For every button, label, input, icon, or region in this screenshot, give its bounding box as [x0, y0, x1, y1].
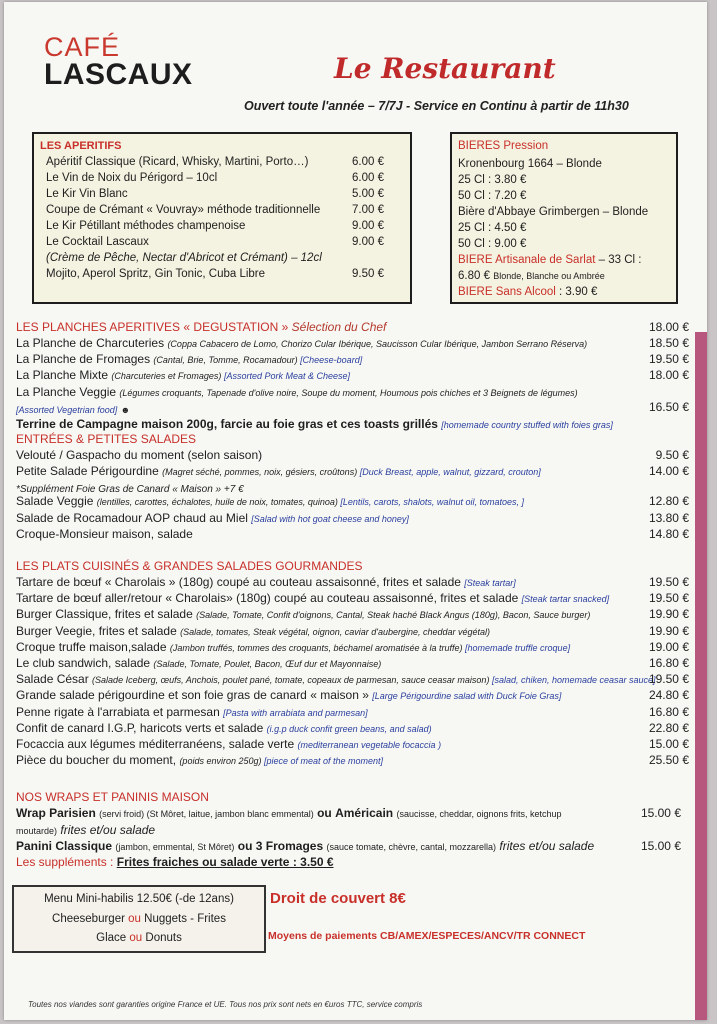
plat-name: Tartare de bœuf aller/retour « Charolais» (180g) coupé au couteau assaisonné, frites et salade [16, 591, 522, 606]
biere-artisanale [458, 254, 641, 266]
plat-detail: (Salade, tomates, Steak végétal, oignon, caviar d'aubergine, cheddar végétal) [180, 626, 491, 637]
biere-artisanale-price: 6.80 € [458, 270, 490, 282]
plat-name: Le club sandwich, salade [16, 656, 154, 670]
entree-row [16, 464, 541, 478]
planches-heading-text: LES PLANCHES APERITIVES « DEGUSTATION » [16, 320, 289, 334]
panini-row [16, 839, 594, 853]
wrap-price: 15.00 € [640, 806, 681, 820]
bieres-box [450, 132, 678, 304]
plat-name: Confit de canard I.G.P, haricots verts et salade [16, 720, 267, 735]
biere-line: 50 Cl : 9.00 € [458, 238, 527, 250]
wrap-line2-detail: moutarde) [16, 826, 58, 836]
supplements-row [16, 855, 334, 869]
biere-line: 50 Cl : 7.20 € [458, 190, 527, 202]
planche-row [16, 368, 350, 382]
plat-detail: (Salade, Tomate, Confit d'oignons, Cantal, Steak haché Black Angus (180g), Bacon, Sauce burger) [196, 610, 591, 621]
footer-note: Toutes nos viandes sont garanties origine France et UE. Tous nos prix sont nets en €uros TTC, service compris [28, 1000, 423, 1009]
entrees-heading: ENTRÉES & PETITES SALADES [16, 432, 197, 446]
aperitif-name: Le Cocktail Lascaux [46, 236, 149, 248]
panini-sides: frites et/ou salade [499, 839, 595, 853]
aperitif-price: 9.00 € [352, 220, 384, 232]
biere-artisanale-price-row [458, 270, 605, 282]
aperitif-price: 9.50 € [352, 268, 384, 280]
aperitifs-heading: LES APERITIFS [40, 140, 122, 152]
biere-line: 25 Cl : 3.80 € [458, 174, 527, 186]
entree-price: 9.50 € [655, 448, 689, 462]
plat-english: [homemade truffle croque] [465, 642, 571, 653]
kids-menu-or-2: ou [129, 932, 143, 944]
aperitif-name: (Crème de Pêche, Nectar d'Abricot et Crémant) – 12cl [46, 252, 322, 264]
planches-heading [16, 320, 386, 334]
planche-name: La Planche Veggie [16, 385, 120, 399]
aperitif-price: 7.00 € [352, 204, 384, 216]
entree-name: Petite Salade Périgourdine [16, 464, 163, 478]
terrine-english: [homemade country stuffed with foies gras] [441, 420, 613, 430]
kids-menu-donuts: Donuts [145, 932, 182, 944]
veggie-english [16, 402, 130, 416]
kids-menu-title-text: Menu Mini-habilis 12.50€ [44, 893, 172, 905]
biere-sans-alcool-label: BIERE Sans Alcool [458, 286, 556, 298]
plat-price: 15.00 € [648, 737, 689, 751]
planches-heading-sub: Sélection du Chef [291, 320, 387, 334]
entree-english: [Salad with hot goat cheese and honey] [251, 514, 409, 524]
aperitif-name: Mojito, Aperol Spritz, Gin Tonic, Cuba Libre [46, 268, 266, 280]
entree-detail: (lentilles, carottes, échalotes, huile de noix, tomates, quinoa) [96, 497, 341, 507]
aperitif-price: 5.00 € [352, 188, 384, 200]
aperitif-name: Le Kir Pétillant méthodes champenoise [46, 220, 246, 232]
plat-row [16, 672, 656, 686]
kids-menu-nuggets: Nuggets - Frites [144, 913, 226, 925]
terrine-row [16, 417, 613, 431]
biere-artisanale-types: Blonde, Blanche ou Ambrée [493, 271, 605, 281]
panini-alt-detail: (sauce tomate, chèvre, cantal, mozzarella) [326, 842, 497, 852]
plat-name: Salade César [16, 672, 93, 687]
plats-heading: LES PLATS CUISINÉS & GRANDES SALADES GOURMANDES [16, 559, 363, 573]
plat-name: Croque truffe maison,salade [16, 639, 170, 654]
planche-name: La Planche Mixte [16, 368, 112, 382]
plat-row [16, 607, 590, 621]
kids-menu-line1 [14, 913, 264, 925]
plat-row [16, 575, 516, 589]
biere-line: Bière d'Abbaye Grimbergen – Blonde [458, 206, 649, 218]
plat-detail: (Jambon truffés, tommes des croquants, béchamel aromatisée à la truffe) [169, 642, 466, 653]
plat-name: Penne rigate à l'arrabiata et parmesan [16, 704, 224, 719]
plat-english: [Large Périgourdine salad with Duck Foie Gras] [372, 691, 562, 702]
planche-price: 18.50 € [648, 336, 689, 350]
entree-row [16, 494, 524, 508]
panini-alt-name: 3 Fromages [255, 839, 324, 853]
aperitif-price: 9.00 € [352, 236, 384, 248]
plat-price: 16.80 € [648, 656, 689, 670]
entree-price: 13.80 € [648, 511, 689, 525]
aperitif-price: 6.00 € [352, 156, 384, 168]
planche-row [16, 385, 578, 399]
biere-sans-alcool-price: : 3.90 € [559, 286, 598, 298]
plat-price: 19.50 € [648, 672, 689, 687]
plat-english: [salad, chiken, homemade ceasar sauce] [491, 675, 656, 686]
plat-price: 19.50 € [648, 575, 689, 589]
veggie-english-text: [Assorted Vegetrian food] [16, 405, 118, 415]
planche-name: La Planche de Charcuteries [16, 336, 168, 350]
plat-english: (i.g.p duck confit green beans, and salad) [266, 723, 432, 734]
biere-line: 25 Cl : 4.50 € [458, 222, 527, 234]
supplements-label: Les suppléments : [16, 855, 114, 869]
panini-price: 15.00 € [640, 839, 681, 853]
planche-english: [Assorted Pork Meat & Cheese] [223, 371, 350, 381]
entree-row [16, 527, 193, 541]
planche-detail: (Coppa Cabacero de Lomo, Chorizo Cular Ibérique, Saucisson Cular Ibérique, Jambon Serrano Réserva) [167, 339, 588, 349]
plat-english: [piece of meat of the moment] [264, 756, 384, 767]
plat-price: 19.90 € [648, 607, 689, 622]
supplements-value: Frites fraiches ou salade verte : 3.50 € [116, 855, 334, 869]
kids-menu-or-1: ou [128, 913, 141, 925]
aperitifs-box [32, 132, 412, 304]
plat-price: 22.80 € [648, 720, 689, 735]
logo-lascaux: LASCAUX [44, 58, 193, 91]
kids-menu-box [12, 885, 266, 953]
bieres-heading: BIERES Pression [458, 140, 549, 152]
plat-name: Burger Classique, frites et salade [16, 607, 197, 622]
entree-name: Velouté / Gaspacho du moment (selon saison) [16, 448, 263, 462]
planche-price: 19.50 € [648, 352, 689, 366]
aperitif-name: Le Kir Vin Blanc [46, 188, 128, 200]
biere-artisanale-volume: – 33 Cl : [598, 254, 642, 266]
plat-row [16, 705, 368, 719]
plat-detail: (Salade, Tomate, Poulet, Bacon, Œuf dur et Mayonnaise) [153, 659, 382, 669]
smile-icon: ☻ [120, 405, 131, 415]
plat-name: Pièce du boucher du moment, [16, 753, 180, 768]
plat-price: 19.50 € [648, 591, 689, 606]
entree-english: [Duck Breast, apple, walnut, gizzard, crouton] [359, 467, 541, 477]
planche-detail: (Charcuteries et Fromages) [111, 371, 224, 381]
aperitif-name: Apéritif Classique (Ricard, Whisky, Martini, Porto…) [46, 156, 309, 168]
plat-price: 19.00 € [648, 639, 689, 654]
menu-edge-decoration [695, 332, 707, 1020]
entree-price: 14.80 € [648, 527, 689, 541]
kids-menu-cheeseburger: Cheeseburger [52, 913, 125, 925]
panini-name: Panini Classique [16, 839, 113, 853]
kids-menu-title [14, 893, 264, 905]
payment-methods: Moyens de paiements CB/AMEX/ESPECES/ANCV/TR CONNECT [268, 930, 586, 942]
plat-english: [Pasta with arrabiata and parmesan] [223, 707, 368, 718]
plat-row [16, 688, 561, 702]
plat-name: Burger Veegie, frites et salade [16, 623, 181, 638]
wrap-row [16, 806, 562, 820]
terrine-name: Terrine de Campagne maison 200g, farcie au foie gras et ces toasts grillés [16, 417, 438, 431]
plat-row [16, 656, 381, 670]
panini-or: ou [237, 839, 253, 853]
entree-row [16, 448, 262, 462]
menu-page [4, 2, 707, 1020]
entree-name: Salade Veggie [16, 494, 97, 508]
entree-name: Salade de Rocamadour AOP chaud au Miel [16, 511, 252, 525]
logo-cafe: CAFÉ [44, 32, 121, 62]
opening-hours: Ouvert toute l'année – 7/7J - Service en Continu à partir de 11h30 [244, 99, 629, 113]
aperitif-price: 6.00 € [352, 172, 384, 184]
plat-name: Grande salade périgourdine et son foie gras de canard « maison » [16, 688, 373, 703]
biere-artisanale-label: BIERE Artisanale de Sarlat [458, 254, 596, 266]
entree-row [16, 511, 409, 525]
planches-heading-price: 18.00 € [648, 320, 689, 334]
wrap-or: ou [317, 806, 332, 820]
wrap-row-2 [16, 823, 155, 837]
plat-row [16, 591, 609, 605]
page-title: Le Restaurant [334, 52, 556, 85]
plat-row [16, 640, 570, 654]
entree-price: 12.80 € [648, 494, 689, 508]
plat-row [16, 624, 490, 638]
plat-price: 25.50 € [648, 753, 689, 768]
veggie-price: 16.50 € [648, 400, 689, 414]
aperitif-name: Le Vin de Noix du Périgord – 10cl [46, 172, 218, 184]
entree-price: 14.00 € [648, 464, 689, 478]
plat-english: (mediterranean vegetable focaccia ) [297, 740, 442, 750]
plat-price: 24.80 € [648, 688, 689, 703]
wrap-name: Wrap Parisien [16, 806, 96, 820]
biere-line: Kronenbourg 1664 – Blonde [458, 158, 602, 170]
wrap-detail: (servi froid) (St Môret, laitue, jambon blanc emmental) [99, 809, 314, 819]
aperitif-name: Coupe de Crémant « Vouvray» méthode traditionnelle [46, 204, 321, 216]
entree-detail: (Magret séché, pommes, noix, gésiers, croûtons) [162, 467, 360, 477]
plat-row [16, 737, 441, 751]
planche-row [16, 336, 587, 350]
planche-detail: (Cantal, Brie, Tomme, Rocamadour) [153, 355, 301, 365]
plat-row [16, 753, 383, 767]
plat-english: [Steak tartar snacked] [521, 594, 610, 605]
planche-english: [Cheese-board] [300, 355, 363, 365]
plat-row [16, 721, 432, 735]
kids-menu-age: (-de 12ans) [175, 893, 234, 905]
planche-price: 18.00 € [648, 368, 689, 382]
entree-name: *Supplément Foie Gras de Canard « Maison » +7 € [16, 484, 244, 495]
wrap-alt-name: Américain [335, 806, 394, 820]
cover-charge: Droit de couvert 8€ [270, 890, 406, 907]
wraps-heading: NOS WRAPS ET PANINIS MAISON [16, 790, 209, 804]
entree-row [16, 481, 244, 495]
wrap-sides: frites et/ou salade [60, 823, 156, 837]
plat-english: [Steak tartar] [464, 578, 516, 588]
entree-name: Croque-Monsieur maison, salade [16, 527, 193, 541]
entree-english: [Lentils, carots, shalots, walnut oil, tomatoes, ] [340, 497, 524, 507]
plat-detail: (poids environ 250g) [179, 756, 264, 767]
kids-menu-line2 [14, 932, 264, 944]
kids-menu-glace: Glace [96, 932, 127, 944]
planche-detail: (Légumes croquants, Tapenade d'olive noire, Soupe du moment, Houmous pois chiches et 3 Beignets de légumes) [119, 388, 578, 398]
plat-name: Tartare de bœuf « Charolais » (180g) coupé au couteau assaisonné, frites et salade [16, 575, 465, 589]
plat-price: 16.80 € [648, 704, 689, 719]
wrap-alt-detail: (saucisse, cheddar, oignons frits, ketchup [396, 809, 562, 819]
plat-price: 19.90 € [648, 623, 689, 638]
plat-name: Focaccia aux légumes méditerranéens, salade verte [16, 737, 298, 751]
biere-sans-alcool [458, 286, 597, 298]
plat-detail: (Salade Iceberg, œufs, Anchois, poulet pané, tomate, copeaux de parmesan, sauce ceasar maison) [92, 675, 492, 686]
panini-detail: (jambon, emmental, St Môret) [115, 842, 235, 852]
planche-name: La Planche de Fromages [16, 352, 154, 366]
planche-row [16, 352, 362, 366]
